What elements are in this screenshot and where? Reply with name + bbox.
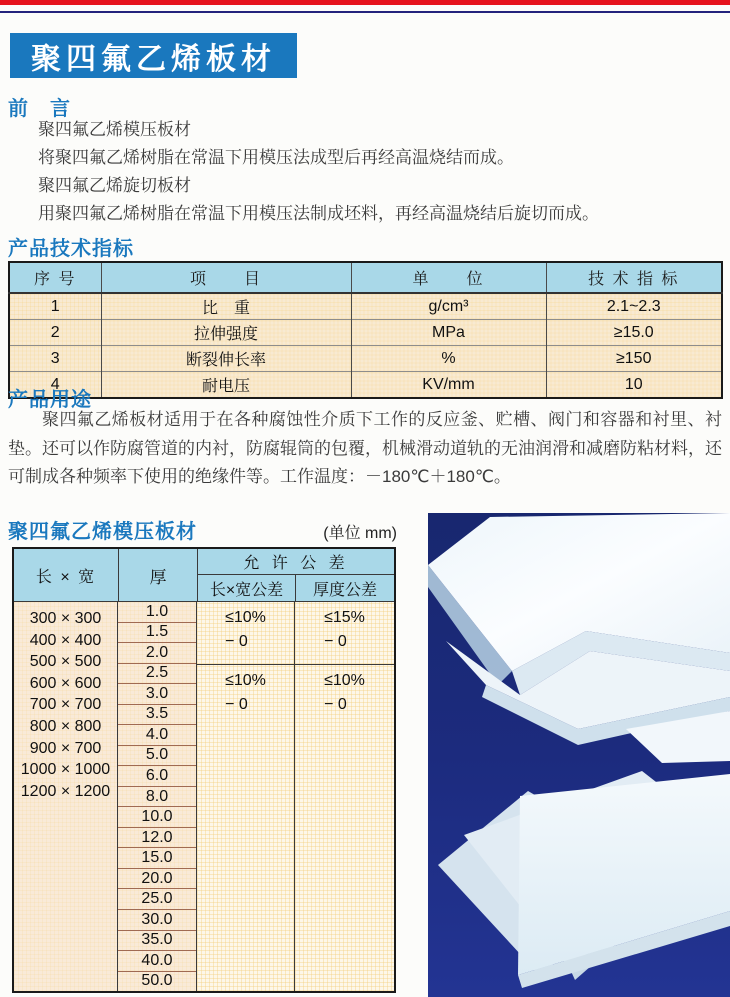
thickness-row: 8.0 xyxy=(118,787,196,808)
thickness-tolerance-cell xyxy=(295,602,394,664)
thickness-tolerance-cell xyxy=(295,665,394,991)
size-item: 1000 × 1000 xyxy=(20,761,111,779)
molded-heading: 聚四氟乙烯模压板材 xyxy=(8,521,197,543)
preface-line: 将聚四氟乙烯树脂在常温下用模压法成型后再经高温烧结而成。 xyxy=(38,148,514,167)
spec-table xyxy=(8,261,723,399)
size-tolerance-value-2: − 0 xyxy=(225,633,248,650)
thickness-row: 10.0 xyxy=(118,807,196,828)
size-item: 900 × 700 xyxy=(29,739,102,757)
size-header: 长 × 宽 xyxy=(14,549,119,601)
dimension-table-body xyxy=(14,602,394,991)
thickness-row: 3.5 xyxy=(118,705,196,726)
spec-header-indicator: 技 术 指 标 xyxy=(546,262,722,293)
spec-cell: 断裂伸长率 xyxy=(101,346,351,372)
spec-cell: % xyxy=(351,346,546,372)
thickness-row: 15.0 xyxy=(118,848,196,869)
spec-cell: 3 xyxy=(9,346,101,372)
spec-cell: 2 xyxy=(9,320,101,346)
size-tolerance-value-2: − 0 xyxy=(225,696,248,713)
size-item: 700 × 700 xyxy=(29,696,102,714)
thickness-row: 2.0 xyxy=(118,643,196,664)
top-navy-rule xyxy=(0,11,730,13)
size-list xyxy=(14,602,118,991)
top-red-rule xyxy=(0,0,730,5)
size-tolerance-cell xyxy=(197,602,295,664)
spec-cell: 拉伸强度 xyxy=(101,320,351,346)
size-tolerance-value: ≤10% xyxy=(225,609,266,626)
spec-cell: ≥15.0 xyxy=(546,320,722,346)
dimension-table xyxy=(12,547,396,993)
thickness-row: 5.0 xyxy=(118,746,196,767)
page-title: 聚四氟乙烯板材 xyxy=(31,42,276,76)
thickness-list xyxy=(118,602,197,991)
spec-cell: 比 重 xyxy=(101,293,351,320)
thickness-header: 厚 xyxy=(119,549,198,601)
thickness-row: 12.0 xyxy=(118,828,196,849)
thickness-row: 1.5 xyxy=(118,623,196,644)
thickness-row: 20.0 xyxy=(118,869,196,890)
spec-row xyxy=(9,320,722,346)
size-item: 800 × 800 xyxy=(29,717,102,735)
size-tolerance-subheader: 长×宽公差 xyxy=(198,575,296,601)
size-tolerance-value: ≤10% xyxy=(225,672,266,689)
spec-row xyxy=(9,372,722,399)
thickness-row: 40.0 xyxy=(118,951,196,972)
tolerance-header: 允 许 公 差 xyxy=(198,549,394,575)
dimension-table-header xyxy=(14,549,394,602)
usage-heading: 产品用途 xyxy=(8,389,92,411)
preface-paragraphs xyxy=(38,116,698,228)
page-title-banner xyxy=(10,33,297,78)
spec-cell: 2.1~2.3 xyxy=(546,293,722,320)
spec-cell: ≥150 xyxy=(546,346,722,372)
spec-header-item: 项 目 xyxy=(101,262,351,293)
tolerance-group-thin xyxy=(197,602,394,665)
size-tolerance-cell xyxy=(197,665,295,991)
thickness-tolerance-value: ≤10% xyxy=(324,672,365,689)
thickness-tolerance-value-2: − 0 xyxy=(324,633,347,650)
thickness-row: 2.5 xyxy=(118,664,196,685)
thickness-tolerance-value: ≤15% xyxy=(324,609,365,626)
thickness-tolerance-value-2: − 0 xyxy=(324,696,347,713)
thickness-row: 25.0 xyxy=(118,889,196,910)
spec-cell: 1 xyxy=(9,293,101,320)
preface-line: 用聚四氟乙烯树脂在常温下用模压法制成坯料，再经高温烧结后旋切而成。 xyxy=(38,204,599,223)
unit-note: (单位 mm) xyxy=(323,525,397,542)
tolerance-header-group xyxy=(198,549,394,601)
thickness-row: 50.0 xyxy=(141,972,173,990)
thickness-row: 6.0 xyxy=(118,766,196,787)
thickness-row: 30.0 xyxy=(118,910,196,931)
thickness-row: 35.0 xyxy=(118,931,196,952)
size-item: 500 × 500 xyxy=(29,653,102,671)
thickness-tolerance-subheader: 厚度公差 xyxy=(312,581,377,599)
usage-text: 聚四氟乙烯板材适用于在各种腐蚀性介质下工作的反应釜、贮槽、阀门和容器和衬里、衬垫。还可以作防腐管道的内衬，防腐辊筒的包覆，机械滑动道轨的无油润滑和减磨防粘材料，还可制成各种频率下使用的绝缘件等。工作温度：－180℃＋180℃。 xyxy=(8,410,722,486)
size-item: 400 × 400 xyxy=(29,631,102,649)
preface-heading: 前 言 xyxy=(8,98,71,120)
spec-cell: 4 xyxy=(9,372,101,399)
size-item: 600 × 600 xyxy=(29,674,102,692)
tolerance-group-thick xyxy=(197,665,394,991)
spec-cell: MPa xyxy=(351,320,546,346)
spec-row xyxy=(9,346,722,372)
spec-row xyxy=(9,293,722,320)
tolerance-column xyxy=(197,602,394,991)
ptfe-sheets-photo xyxy=(428,513,730,997)
spec-cell: g/cm³ xyxy=(351,293,546,320)
spec-header-row xyxy=(9,262,722,293)
size-item: 300 × 300 xyxy=(29,610,102,627)
spec-header-no: 序 号 xyxy=(9,262,101,293)
spec-table-body xyxy=(9,293,722,398)
spec-cell: KV/mm xyxy=(351,372,546,399)
spec-cell: 10 xyxy=(546,372,722,399)
thickness-row: 3.0 xyxy=(118,684,196,705)
tolerance-subheaders xyxy=(198,575,394,601)
specs-heading: 产品技术指标 xyxy=(8,238,134,260)
thickness-row: 4.0 xyxy=(118,725,196,746)
size-item: 1200 × 1200 xyxy=(20,782,111,800)
spec-cell: 耐电压 xyxy=(101,372,351,399)
preface-line: 聚四氟乙烯模压板材 xyxy=(38,120,191,139)
preface-line: 聚四氟乙烯旋切板材 xyxy=(38,176,191,195)
spec-header-unit: 单 位 xyxy=(351,262,546,293)
thickness-row: 1.0 xyxy=(118,602,196,623)
